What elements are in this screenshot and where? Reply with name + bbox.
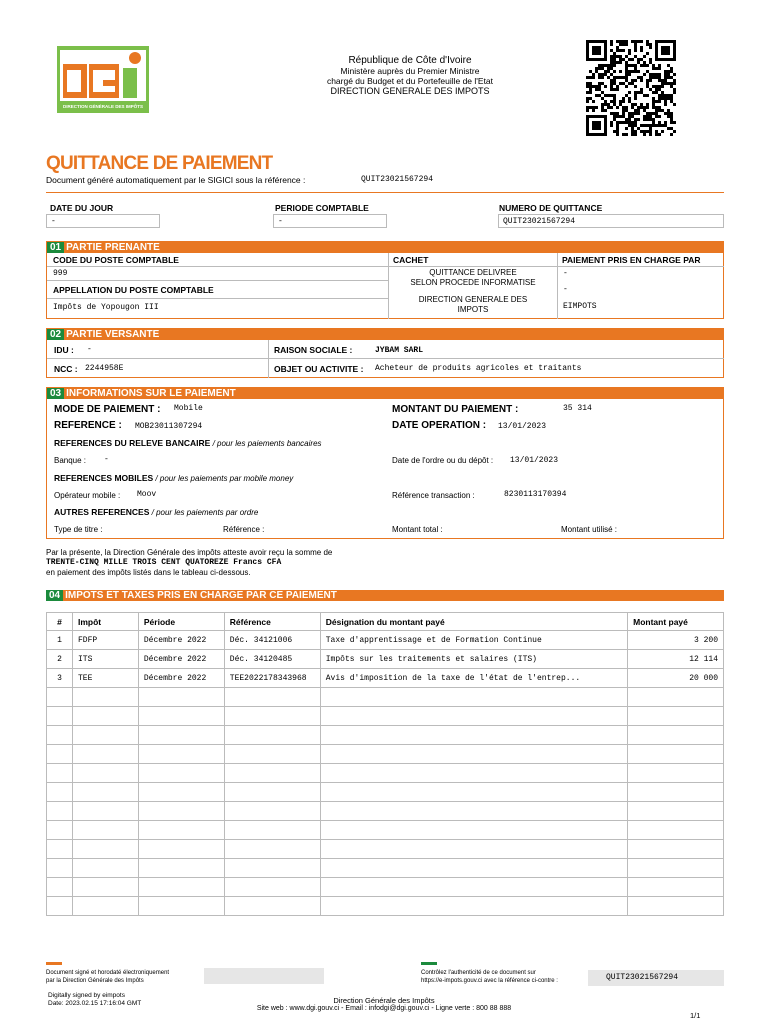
section-number: 04 <box>46 590 63 601</box>
check-reference: QUIT23021567294 <box>588 970 724 986</box>
date-ordre-value: 13/01/2023 <box>510 456 559 465</box>
table-cell: Impôts sur les traitements et salaires (ITS) <box>320 650 627 669</box>
page-title: QUITTANCE DE PAIEMENT <box>46 153 273 174</box>
ref-trans-value: 8230113170394 <box>504 490 567 499</box>
banque-label: Banque : <box>54 456 87 465</box>
table-cell: 12 114 <box>628 650 724 669</box>
table-cell <box>628 688 724 707</box>
table-cell <box>224 707 320 726</box>
republic-line: République de Côte d'Ivoire <box>348 55 472 66</box>
table-cell <box>72 783 138 802</box>
objet-value: Acheteur de produits agricoles et traitants <box>375 364 582 373</box>
reference-label: REFERENCE : <box>54 420 122 431</box>
raison-value: JYBAM SARL <box>375 346 424 355</box>
section-bar <box>47 388 723 399</box>
montant-utilise-label: Montant utilisé : <box>561 525 618 534</box>
mobiles-label: REFERENCES MOBILES <box>54 473 154 483</box>
section-title: PARTIE VERSANTE <box>66 329 160 340</box>
dgi-logo <box>57 46 149 113</box>
table-cell <box>72 688 138 707</box>
column-header: Montant payé <box>628 613 724 631</box>
section-number: 02 <box>47 329 64 340</box>
table-cell <box>628 821 724 840</box>
table-cell <box>320 878 627 897</box>
section-title: PARTIE PRENANTE <box>66 242 160 253</box>
table-cell: Décembre 2022 <box>138 631 224 650</box>
table-cell <box>320 897 627 916</box>
charge-value: EIMPOTS <box>563 302 597 311</box>
table-cell <box>138 783 224 802</box>
table-row <box>47 859 724 878</box>
column-header: Référence <box>224 613 320 631</box>
releve-label: REFERENCES DU RELEVE BANCAIRE <box>54 438 211 448</box>
qr-code-icon <box>586 40 676 136</box>
table-cell <box>628 878 724 897</box>
section-informations-paiement <box>46 387 724 539</box>
column-header: Impôt <box>72 613 138 631</box>
table-row <box>47 669 724 688</box>
table-cell <box>224 764 320 783</box>
table-cell <box>47 707 73 726</box>
mobiles-hint: / pour les paiements par mobile money <box>155 474 294 483</box>
amount-in-words: TRENTE-CINQ MILLE TROIS CENT QUATOREZE Francs CFA <box>46 558 282 567</box>
section-bar <box>47 329 723 340</box>
section-bar-impots <box>46 590 724 601</box>
table-cell <box>72 764 138 783</box>
ncc-label: NCC : <box>54 364 78 374</box>
appellation-label: APPELLATION DU POSTE COMPTABLE <box>53 285 214 295</box>
table-cell <box>320 688 627 707</box>
table-cell <box>72 802 138 821</box>
releve-heading <box>54 438 322 448</box>
table-cell <box>224 688 320 707</box>
section-partie-versante <box>46 328 724 378</box>
table-cell <box>628 726 724 745</box>
table-cell <box>47 821 73 840</box>
code-label: CODE DU POSTE COMPTABLE <box>53 255 179 265</box>
signature-box <box>204 968 324 984</box>
code-value: 999 <box>53 269 68 278</box>
table-cell <box>138 726 224 745</box>
autres-hint: / pour les paiements par ordre <box>151 508 259 517</box>
header-institution <box>250 56 570 96</box>
autres-heading <box>54 507 258 517</box>
montant-label: MONTANT DU PAIEMENT : <box>392 404 519 415</box>
table-cell <box>138 688 224 707</box>
table-cell <box>138 878 224 897</box>
period-label: PERIODE COMPTABLE <box>275 203 369 213</box>
table-cell: 1 <box>47 631 73 650</box>
table-row <box>47 821 724 840</box>
table-cell <box>320 821 627 840</box>
table-cell <box>138 840 224 859</box>
footer-green-mark <box>421 962 437 965</box>
section-number: 03 <box>47 388 64 399</box>
cachet-stamp <box>389 268 557 315</box>
table-cell: Déc. 34121006 <box>224 631 320 650</box>
ncc-value: 2244958E <box>85 364 124 373</box>
divider <box>46 192 724 193</box>
budget-line: chargé du Budget et du Portefeuille de l'Etat <box>326 76 494 86</box>
signed-line: par la Direction Générale des Impôts <box>46 978 144 984</box>
table-cell <box>72 840 138 859</box>
table-cell <box>47 840 73 859</box>
date-op-label: DATE OPERATION : <box>392 420 487 431</box>
autres-label: AUTRES REFERENCES <box>54 507 150 517</box>
table-cell <box>320 764 627 783</box>
table-cell <box>47 859 73 878</box>
subtitle-reference: QUIT23021567294 <box>361 175 434 184</box>
table-cell <box>224 840 320 859</box>
digital-line: Digitally signed by eimpots <box>48 992 125 999</box>
table-cell <box>320 859 627 878</box>
objet-label: OBJET OU ACTIVITE : <box>274 364 364 374</box>
cachet-line: DIRECTION GENERALE DES <box>418 295 528 304</box>
logo-caption: DIRECTION GÉNÉRALE DES IMPÔTS <box>62 104 143 109</box>
table-cell <box>320 802 627 821</box>
date-op-value: 13/01/2023 <box>498 422 547 431</box>
table-cell <box>47 764 73 783</box>
attestation-line: Par la présente, la Direction Générale des impôts atteste avoir reçu la somme de <box>46 548 333 557</box>
table-cell: 20 000 <box>628 669 724 688</box>
table-row <box>47 688 724 707</box>
cachet-label: CACHET <box>393 255 429 265</box>
table-cell <box>72 859 138 878</box>
footer-dgi: Direction Générale des Impôts <box>333 996 435 1005</box>
charge-value: - <box>563 269 568 278</box>
table-cell <box>628 707 724 726</box>
subtitle: Document généré automatiquement par le SIGICI sous la référence : <box>46 175 306 185</box>
table-row <box>47 840 724 859</box>
section-title: IMPOTS ET TAXES PRIS EN CHARGE PAR CE PAIEMENT <box>65 590 337 601</box>
attestation <box>46 548 332 578</box>
section-title: INFORMATIONS SUR LE PAIEMENT <box>66 388 236 399</box>
table-row <box>47 897 724 916</box>
table-row <box>47 783 724 802</box>
ministry-line: Ministère auprès du Premier Ministre <box>340 66 480 76</box>
table-cell <box>47 688 73 707</box>
mobiles-heading <box>54 473 293 483</box>
table-cell: 3 <box>47 669 73 688</box>
table-cell: Décembre 2022 <box>138 650 224 669</box>
banque-value: - <box>104 455 109 464</box>
table-cell <box>320 840 627 859</box>
table-row <box>47 802 724 821</box>
table-row <box>47 764 724 783</box>
charge-label: PAIEMENT PRIS EN CHARGE PAR <box>562 255 701 265</box>
table-cell <box>224 726 320 745</box>
column-header: Période <box>138 613 224 631</box>
table-cell: ITS <box>72 650 138 669</box>
table-cell <box>628 840 724 859</box>
montant-total-label: Montant total : <box>392 525 443 534</box>
cachet-line: QUITTANCE DELIVREE <box>429 268 517 277</box>
table-cell: 2 <box>47 650 73 669</box>
table-cell <box>224 783 320 802</box>
ref-trans-label: Référence transaction : <box>392 491 475 500</box>
charge-value: - <box>563 285 568 294</box>
table-cell: FDFP <box>72 631 138 650</box>
column-header: # <box>47 613 73 631</box>
table-cell <box>224 859 320 878</box>
table-cell <box>320 707 627 726</box>
check-line: https://e-impots.gouv.ci avec la référence ci-contre : <box>421 978 558 984</box>
table-row <box>47 631 724 650</box>
attestation-line: en paiement des impôts listés dans le tableau ci-dessous. <box>46 568 251 577</box>
table-cell: Taxe d'apprentissage et de Formation Continue <box>320 631 627 650</box>
table-cell <box>628 764 724 783</box>
reference-value: MOB23011307294 <box>135 422 203 431</box>
date-ordre-label: Date de l'ordre ou du dépôt : <box>392 456 494 465</box>
table-row <box>47 650 724 669</box>
reference2-label: Référence : <box>223 525 265 534</box>
table-cell <box>138 821 224 840</box>
table-row <box>47 745 724 764</box>
table-cell <box>72 878 138 897</box>
table-cell <box>628 802 724 821</box>
mode-label: MODE DE PAIEMENT : <box>54 404 161 415</box>
table-cell <box>320 726 627 745</box>
table-cell <box>138 897 224 916</box>
table-cell <box>628 783 724 802</box>
idu-value: - <box>87 345 92 354</box>
table-cell: TEE2022178343968 <box>224 669 320 688</box>
table-row <box>47 878 724 897</box>
type-titre-label: Type de titre : <box>54 525 103 534</box>
table-cell <box>47 802 73 821</box>
table-cell <box>138 859 224 878</box>
table-cell <box>47 783 73 802</box>
section-bar <box>47 242 723 253</box>
table-row <box>47 707 724 726</box>
direction-line: DIRECTION GENERALE DES IMPOTS <box>330 86 490 96</box>
table-cell <box>72 726 138 745</box>
table-cell: Décembre 2022 <box>138 669 224 688</box>
table-header-row <box>47 613 724 631</box>
table-cell <box>47 878 73 897</box>
table-cell <box>224 821 320 840</box>
raison-label: RAISON SOCIALE : <box>274 345 353 355</box>
idu-label: IDU : <box>54 345 74 355</box>
taxes-table <box>46 612 724 916</box>
table-cell <box>72 821 138 840</box>
table-cell: 3 200 <box>628 631 724 650</box>
page-number: 1/1 <box>690 1011 701 1020</box>
table-cell <box>138 707 224 726</box>
table-cell <box>320 745 627 764</box>
table-cell <box>224 745 320 764</box>
appellation-value: Impôts de Yopougon III <box>53 303 159 312</box>
signed-note <box>46 969 169 985</box>
footer-contact: Site web : www.dgi.gouv.ci - Email : infodgi@dgi.gouv.ci - Ligne verte : 800 88 888 <box>256 1005 512 1012</box>
section-partie-prenante <box>46 241 724 319</box>
cachet-line: SELON PROCEDE INFORMATISE <box>410 278 536 287</box>
table-cell <box>628 745 724 764</box>
cachet-line: IMPOTS <box>457 305 489 314</box>
table-cell: TEE <box>72 669 138 688</box>
quittance-label: NUMERO DE QUITTANCE <box>499 203 603 213</box>
column-header: Désignation du montant payé <box>320 613 627 631</box>
table-cell <box>224 897 320 916</box>
period-field: - <box>273 214 387 228</box>
signed-line: Document signé et horodaté électroniquement <box>46 970 170 976</box>
check-line: Contrôlez l'authenticité de ce document sur <box>421 970 536 976</box>
table-cell <box>320 783 627 802</box>
operateur-value: Moov <box>137 490 157 499</box>
table-cell <box>47 897 73 916</box>
table-cell: Déc. 34120485 <box>224 650 320 669</box>
date-label: DATE DU JOUR <box>50 203 114 213</box>
table-cell <box>72 745 138 764</box>
montant-value: 35 314 <box>563 404 592 413</box>
table-cell <box>628 859 724 878</box>
quittance-field: QUIT23021567294 <box>498 214 724 228</box>
mode-value: Mobile <box>174 404 203 413</box>
operateur-label: Opérateur mobile : <box>54 491 121 500</box>
table-cell: Avis d'imposition de la taxe de l'état de l'entrep... <box>320 669 627 688</box>
date-field: - <box>46 214 160 228</box>
table-row <box>47 726 724 745</box>
footer-orange-mark <box>46 962 62 965</box>
table-cell <box>224 802 320 821</box>
releve-hint: / pour les paiements bancaires <box>212 439 322 448</box>
table-cell <box>72 707 138 726</box>
digital-line: Date: 2023.02.15 17:16:04 GMT <box>48 1000 142 1007</box>
table-cell <box>138 745 224 764</box>
table-cell <box>224 878 320 897</box>
table-cell <box>72 897 138 916</box>
table-cell <box>138 802 224 821</box>
table-cell <box>628 897 724 916</box>
section-number: 01 <box>47 242 64 253</box>
authenticity-note <box>421 969 558 985</box>
table-cell <box>47 745 73 764</box>
table-cell <box>47 726 73 745</box>
table-cell <box>138 764 224 783</box>
